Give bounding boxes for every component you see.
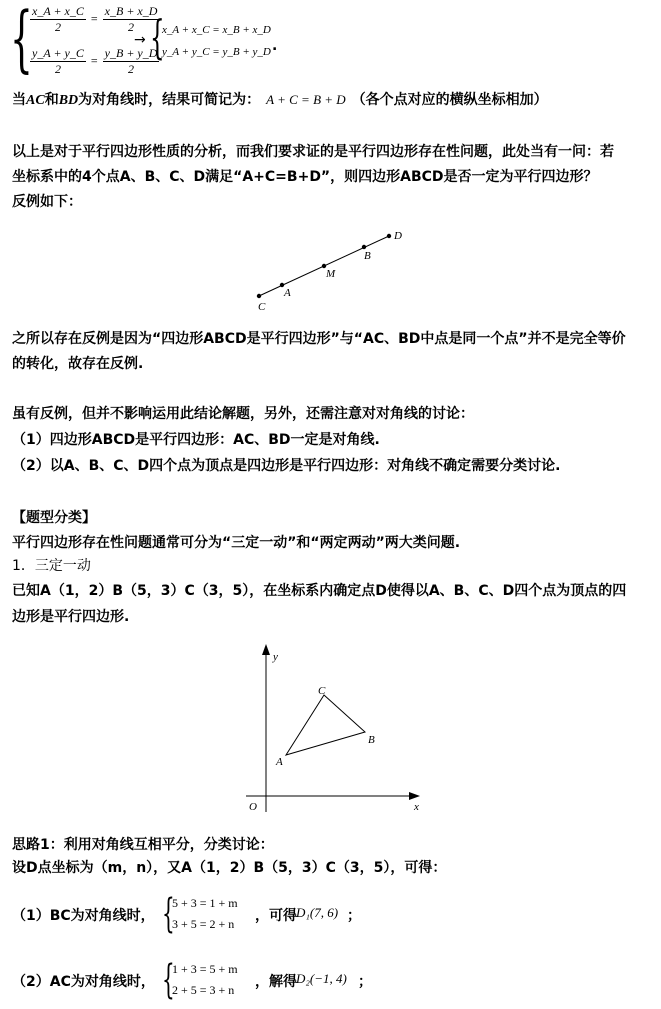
arrow-symbol: → [134,32,146,48]
case2-brace: { [162,957,175,1003]
text: 为对角线时，结果可简记为： [78,92,261,108]
coordinate-figure [240,640,430,815]
text: 和 [44,92,59,108]
frac-den: 2 [128,62,135,76]
section-intro: 平行四边形存在性问题通常可分为“三定一动”和“两定两动”两大类问题. [12,535,461,551]
result-row-y: y_A + y_C = y_B + y_D [162,46,271,58]
frac-num: y_B + y_D [104,46,158,60]
point-b [362,245,366,249]
para1-line2: 坐标系中的4个点A、B、C、D满足“A+C=B+D”，则四边形ABCD是否一定为平行四边形？ [12,169,598,185]
label-b: B [368,734,375,746]
label-origin: O [249,801,257,813]
case1-prefix: （1）BC为对角线时， [12,908,155,924]
question-line2: 边形是平行四边形. [12,609,130,625]
equation-system-top [10,2,290,82]
right-brace: { [150,10,165,64]
case1-result: D₁(7, 6) [296,905,339,920]
label-m: M [326,268,336,280]
frac-den: 2 [128,20,135,34]
case1-brace: { [162,891,175,937]
counterexample-figure [240,222,420,314]
label-a: A [276,756,283,768]
label-y-axis: y [273,651,278,663]
question-line1: 已知A（1，2）B（5，3）C（3，5），在坐标系内确定点D使得以A、B、C、D四个点为顶点的四 [12,583,627,599]
case2 [12,959,652,1005]
label-a: A [284,287,291,299]
frac-num: x_A + x_C [32,4,84,18]
equation-row-y: $\frac{y\_A + y\_C}{2}$ = $\frac{y\_B + y\_D}{2}$ [32,46,158,76]
case1 [12,893,652,939]
result-row-x: x_A + x_C = x_B + x_D [162,24,271,36]
solution-setup: 设D点坐标为（m，n），又A（1，2）B（5，3）C（3，5），可得： [12,860,447,876]
label-c: C [258,301,266,313]
y-axis-arrow [262,644,270,655]
para1-line3: 反例如下： [12,194,82,210]
case1-end: ； [347,908,361,924]
point-c [257,294,261,298]
label-x-axis: x [414,801,419,813]
para1-line1: 以上是对于平行四边形性质的分析，而我们要求证的是平行四边形存在性问题，此处当有一问：若 [12,144,614,160]
text: BD [58,93,79,108]
para2-line1: 之所以存在反例是因为“四边形ABCD是平行四边形”与“AC、BD中点是同一个点”并不是完全等价 [12,331,626,347]
triangle-abc [286,695,365,755]
para3-line2: （1）四边形ABCD是平行四边形：AC、BD一定是对角线. [12,432,380,448]
diagonal-statement [12,90,651,111]
label-d: D [394,230,402,242]
left-brace: { [10,0,33,80]
x-axis-arrow [409,792,420,800]
case2-prefix: （2）AC为对角线时， [12,974,155,990]
label-c: C [318,685,326,697]
label-b: B [364,250,371,262]
period: . [272,38,278,54]
point-d [387,234,391,238]
text: 当 [12,92,26,108]
frac-num: y_A + y_C [32,46,84,60]
section-title: 【题型分类】 [12,510,96,526]
frac-num: x_B + x_D [104,4,158,18]
case2-eq1: 1 + 3 = 5 + m [172,962,238,976]
para3-line3: （2）以A、B、C、D四个点为顶点是四边形是平行四边形：对角线不确定需要分类讨论. [12,458,561,474]
case1-eq2: 3 + 5 = 2 + n [172,917,235,931]
solution-idea: 思路1：利用对角线互相平分，分类讨论： [12,837,274,853]
case2-result: D₂(−1, 4) [296,971,347,986]
case1-eq1: 5 + 3 = 1 + m [172,896,238,910]
equation-row-x: $\frac{x\_A + x\_C}{2}$ = $\frac{x\_B + x\_D}{2}$ [32,4,158,34]
text: （各个点对应的横纵坐标相加） [351,92,548,108]
frac-den: 2 [54,20,61,34]
para2-line2: 的转化，故存在反例. [12,356,144,372]
case2-post: ，解得 [255,974,297,990]
formula: A + C = B + D [266,92,346,107]
subsection-title: 1．三定一动 [12,558,91,574]
text: AC [26,93,45,108]
case2-end: ； [358,974,372,990]
case1-post: ，可得 [255,908,297,924]
frac-den: 2 [54,62,61,76]
case2-eq2: 2 + 5 = 3 + n [172,983,235,997]
para3-line1: 虽有反例，但并不影响运用此结论解题，另外，还需注意对对角线的讨论： [12,406,474,422]
